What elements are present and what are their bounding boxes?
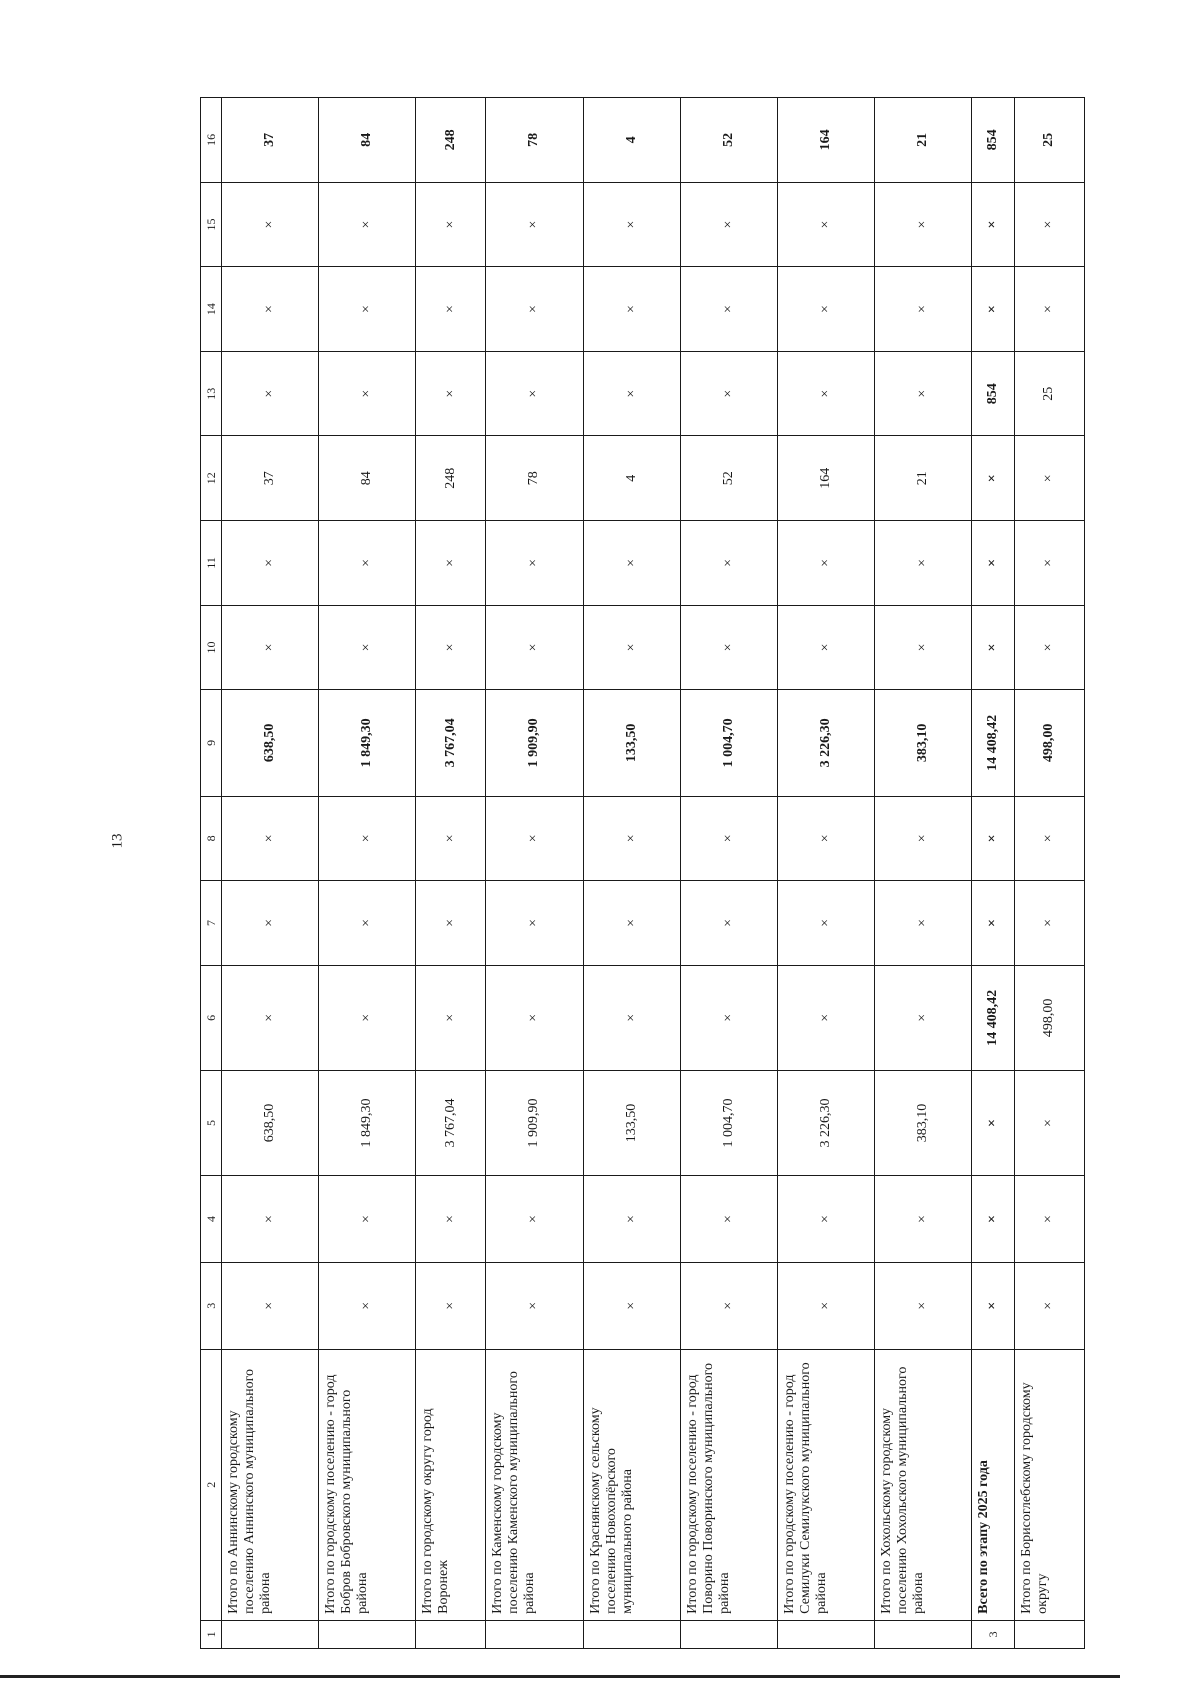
value-cell: 3 226,30 — [777, 1070, 874, 1175]
value-cell: 84 — [319, 436, 416, 521]
value-cell: × — [319, 881, 416, 966]
value-cell: × — [680, 267, 777, 352]
value-cell: 21 — [875, 98, 972, 183]
row-index-cell — [319, 1620, 416, 1648]
value-cell: × — [1014, 881, 1084, 966]
value-cell: × — [486, 521, 583, 606]
value-cell: × — [486, 965, 583, 1070]
value-cell: × — [777, 182, 874, 267]
value-cell: × — [680, 1262, 777, 1349]
value-cell: × — [486, 1262, 583, 1349]
table-row — [1014, 98, 1084, 1649]
value-cell: 52 — [680, 436, 777, 521]
value-cell: 21 — [875, 436, 972, 521]
header-cell: 9 — [201, 690, 222, 796]
value-cell: × — [486, 881, 583, 966]
row-index-cell — [680, 1620, 777, 1648]
value-cell: × — [680, 1176, 777, 1263]
value-cell: 4 — [583, 436, 680, 521]
value-cell: × — [1014, 1262, 1084, 1349]
row-index-cell — [777, 1620, 874, 1648]
value-cell: 37 — [222, 98, 319, 183]
value-cell: × — [416, 881, 486, 966]
value-cell: × — [875, 796, 972, 881]
value-cell: × — [680, 182, 777, 267]
value-cell: × — [486, 351, 583, 436]
row-name-cell: Итого по Аннинскому городскому поселению Аннинского муниципального района — [222, 1349, 319, 1620]
value-cell: × — [222, 965, 319, 1070]
value-cell: × — [777, 965, 874, 1070]
value-cell: × — [222, 796, 319, 881]
value-cell: × — [972, 436, 1015, 521]
value-cell: 25 — [1014, 351, 1084, 436]
value-cell: × — [583, 881, 680, 966]
value-cell: 1 004,70 — [680, 1070, 777, 1175]
header-cell: 16 — [201, 98, 222, 183]
value-cell: × — [486, 796, 583, 881]
row-name-cell: Всего по этапу 2025 года — [972, 1349, 1015, 1620]
value-cell: × — [416, 351, 486, 436]
value-cell: × — [319, 796, 416, 881]
value-cell: × — [777, 881, 874, 966]
row-index-cell — [875, 1620, 972, 1648]
value-cell: × — [319, 1262, 416, 1349]
value-cell: × — [416, 267, 486, 352]
value-cell: × — [680, 351, 777, 436]
value-cell: × — [583, 965, 680, 1070]
value-cell: 1 909,90 — [486, 690, 583, 796]
table-row — [680, 98, 777, 1649]
value-cell: × — [875, 267, 972, 352]
row-name-cell: Итого по Каменскому городскому поселению Каменского муниципального района — [486, 1349, 583, 1620]
value-cell: 1 849,30 — [319, 690, 416, 796]
table-row — [222, 98, 319, 1649]
value-cell: × — [1014, 521, 1084, 606]
value-cell: × — [319, 965, 416, 1070]
value-cell: × — [972, 796, 1015, 881]
row-name-cell: Итого по Краснянскому сельскому поселению Новохопёрского муниципального района — [583, 1349, 680, 1620]
value-cell: × — [319, 605, 416, 690]
value-cell: × — [486, 1176, 583, 1263]
value-cell: 4 — [583, 98, 680, 183]
value-cell: × — [222, 267, 319, 352]
value-cell: × — [319, 521, 416, 606]
value-cell: × — [777, 351, 874, 436]
value-cell: × — [583, 351, 680, 436]
value-cell: × — [875, 965, 972, 1070]
value-cell: × — [875, 521, 972, 606]
row-index-cell — [222, 1620, 319, 1648]
value-cell: × — [777, 1176, 874, 1263]
value-cell: × — [972, 182, 1015, 267]
value-cell: × — [972, 1176, 1015, 1263]
table-row — [777, 98, 874, 1649]
value-cell: 1 004,70 — [680, 690, 777, 796]
header-row — [201, 98, 222, 1649]
total-row — [972, 98, 1015, 1649]
value-cell: × — [972, 881, 1015, 966]
row-name-cell: Итого по Хохольскому городскому поселению Хохольского муниципального района — [875, 1349, 972, 1620]
table-body — [201, 98, 1085, 1649]
header-cell: 1 — [201, 1620, 222, 1648]
header-cell: 13 — [201, 351, 222, 436]
value-cell: × — [972, 267, 1015, 352]
table-row — [486, 98, 583, 1649]
value-cell: × — [319, 267, 416, 352]
value-cell: × — [583, 605, 680, 690]
value-cell: 133,50 — [583, 1070, 680, 1175]
value-cell: 37 — [222, 436, 319, 521]
value-cell: 164 — [777, 436, 874, 521]
value-cell: × — [486, 267, 583, 352]
value-cell: 854 — [972, 351, 1015, 436]
value-cell: 638,50 — [222, 690, 319, 796]
value-cell: 84 — [319, 98, 416, 183]
value-cell: × — [875, 881, 972, 966]
row-name-cell: Итого по городскому поселению - город Бобров Бобровского муниципального района — [319, 1349, 416, 1620]
value-cell: 78 — [486, 98, 583, 183]
value-cell: 1 909,90 — [486, 1070, 583, 1175]
header-cell: 6 — [201, 965, 222, 1070]
value-cell: × — [319, 351, 416, 436]
scan-edge-line — [0, 1675, 1120, 1678]
data-table — [200, 97, 1085, 1649]
header-cell: 12 — [201, 436, 222, 521]
value-cell: × — [486, 605, 583, 690]
value-cell: × — [680, 605, 777, 690]
row-index-cell — [416, 1620, 486, 1648]
value-cell: 383,10 — [875, 690, 972, 796]
value-cell: 638,50 — [222, 1070, 319, 1175]
value-cell: × — [583, 521, 680, 606]
value-cell: 383,10 — [875, 1070, 972, 1175]
value-cell: × — [1014, 1176, 1084, 1263]
value-cell: 14 408,42 — [972, 965, 1015, 1070]
value-cell: × — [222, 1176, 319, 1263]
header-cell: 10 — [201, 605, 222, 690]
row-name-cell: Итого по городскому округу город Воронеж — [416, 1349, 486, 1620]
header-cell: 3 — [201, 1262, 222, 1349]
value-cell: × — [972, 605, 1015, 690]
row-index-cell — [486, 1620, 583, 1648]
header-cell: 8 — [201, 796, 222, 881]
value-cell: × — [583, 1176, 680, 1263]
value-cell: 1 849,30 — [319, 1070, 416, 1175]
table-region — [200, 97, 1085, 1649]
value-cell: 498,00 — [1014, 690, 1084, 796]
value-cell: × — [416, 605, 486, 690]
header-cell: 7 — [201, 881, 222, 966]
value-cell: × — [777, 1262, 874, 1349]
value-cell: 133,50 — [583, 690, 680, 796]
value-cell: × — [583, 796, 680, 881]
value-cell: × — [416, 521, 486, 606]
value-cell: 248 — [416, 436, 486, 521]
page-number: 13 — [109, 833, 126, 849]
value-cell: × — [680, 965, 777, 1070]
value-cell: × — [416, 796, 486, 881]
value-cell: × — [222, 881, 319, 966]
header-cell: 2 — [201, 1349, 222, 1620]
value-cell: 498,00 — [1014, 965, 1084, 1070]
row-name-cell: Итого по Борисоглебскому городскому округу — [1014, 1349, 1084, 1620]
table-row — [583, 98, 680, 1649]
value-cell: × — [875, 182, 972, 267]
value-cell: × — [1014, 1070, 1084, 1175]
value-cell: × — [972, 1070, 1015, 1175]
value-cell: 78 — [486, 436, 583, 521]
value-cell: 52 — [680, 98, 777, 183]
value-cell: 3 767,04 — [416, 1070, 486, 1175]
value-cell: × — [875, 351, 972, 436]
row-index-cell: 3 — [972, 1620, 1015, 1648]
value-cell: 164 — [777, 98, 874, 183]
header-cell: 4 — [201, 1176, 222, 1263]
value-cell: × — [1014, 182, 1084, 267]
value-cell: 248 — [416, 98, 486, 183]
value-cell: × — [972, 1262, 1015, 1349]
header-cell: 11 — [201, 521, 222, 606]
value-cell: × — [1014, 605, 1084, 690]
value-cell: 854 — [972, 98, 1015, 183]
value-cell: × — [583, 1262, 680, 1349]
value-cell: × — [486, 182, 583, 267]
rotated-table-container — [200, 97, 1085, 1649]
value-cell: × — [319, 182, 416, 267]
value-cell: × — [875, 1176, 972, 1263]
value-cell: × — [416, 965, 486, 1070]
value-cell: × — [1014, 267, 1084, 352]
value-cell: × — [777, 267, 874, 352]
value-cell: × — [319, 1176, 416, 1263]
row-name-cell: Итого по городскому поселению - город Поворино Поворинского муниципального района — [680, 1349, 777, 1620]
value-cell: × — [583, 267, 680, 352]
value-cell: × — [416, 182, 486, 267]
value-cell: × — [1014, 436, 1084, 521]
header-cell: 15 — [201, 182, 222, 267]
value-cell: × — [777, 521, 874, 606]
header-cell: 5 — [201, 1070, 222, 1175]
value-cell: × — [875, 605, 972, 690]
value-cell: × — [777, 605, 874, 690]
value-cell: 3 226,30 — [777, 690, 874, 796]
table-row — [416, 98, 486, 1649]
value-cell: × — [680, 521, 777, 606]
table-row — [319, 98, 416, 1649]
value-cell: 14 408,42 — [972, 690, 1015, 796]
value-cell: × — [416, 1262, 486, 1349]
value-cell: × — [680, 881, 777, 966]
value-cell: × — [1014, 796, 1084, 881]
row-name-cell: Итого по городскому поселению - город Семилуки Семилукского муниципального района — [777, 1349, 874, 1620]
value-cell: × — [222, 182, 319, 267]
value-cell: × — [972, 521, 1015, 606]
header-cell: 14 — [201, 267, 222, 352]
value-cell: × — [222, 605, 319, 690]
value-cell: × — [777, 796, 874, 881]
value-cell: × — [222, 521, 319, 606]
row-index-cell — [1014, 1620, 1084, 1648]
table-row — [875, 98, 972, 1649]
value-cell: × — [222, 351, 319, 436]
value-cell: 25 — [1014, 98, 1084, 183]
value-cell: × — [875, 1262, 972, 1349]
row-index-cell — [583, 1620, 680, 1648]
value-cell: × — [680, 796, 777, 881]
value-cell: × — [583, 182, 680, 267]
value-cell: × — [416, 1176, 486, 1263]
value-cell: × — [222, 1262, 319, 1349]
value-cell: 3 767,04 — [416, 690, 486, 796]
